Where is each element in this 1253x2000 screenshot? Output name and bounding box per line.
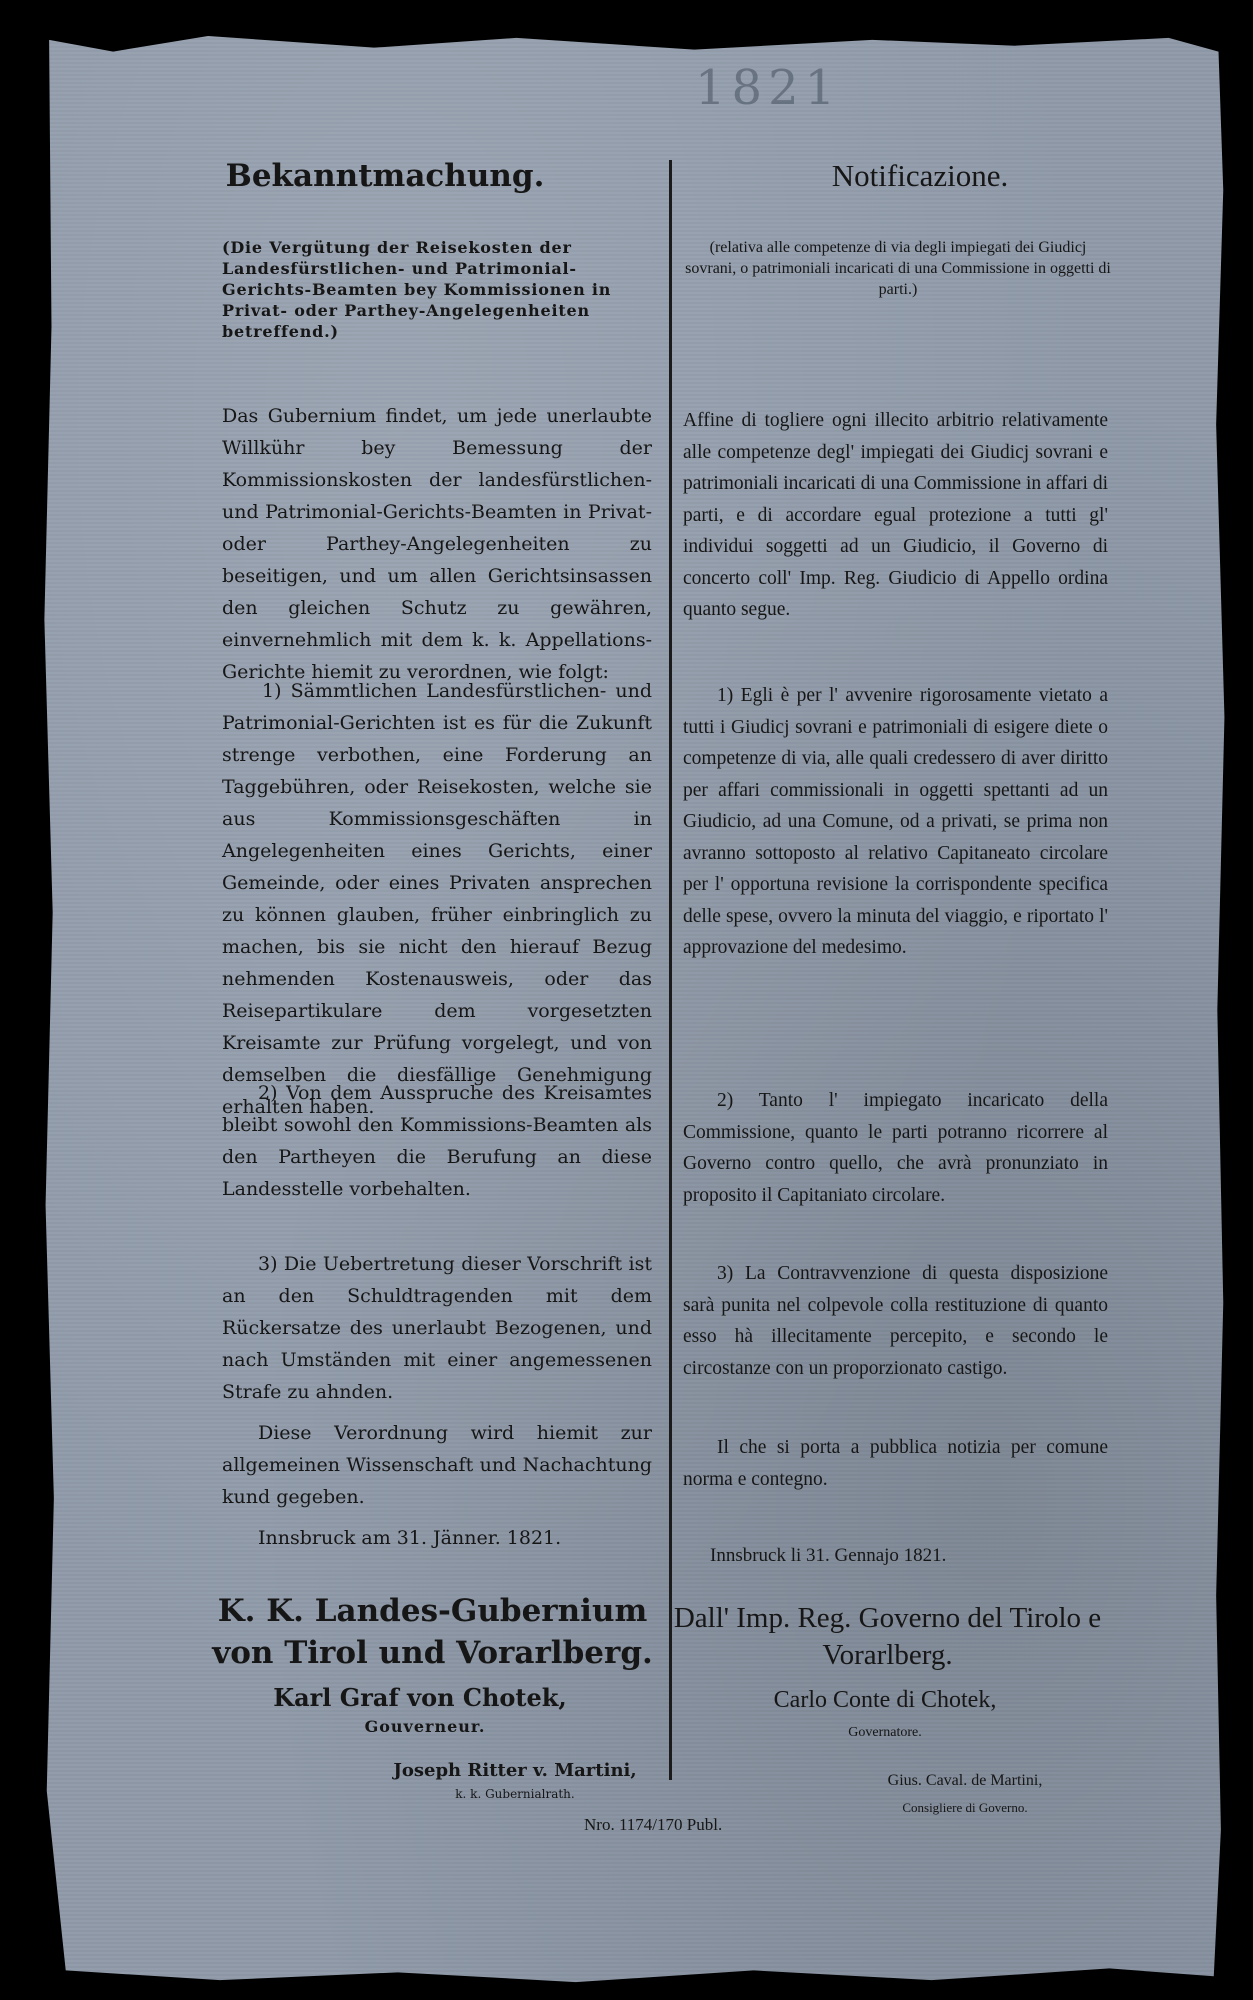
italian-paragraph-2: 2) Tanto l' impiegato incaricato della Commissione, quanto le parti potranno ricorrere al Governo contro quello, che avrà pronunziato in proposito il Capitaniato circolare. — [683, 1090, 1108, 1206]
german-paragraph-2: 2) Von dem Ausspruche des Kreisamtes bleibt sowohl den Kommissions-Beamten als den Partheyen die Berufung an diese Landesstelle vorbehalten. — [222, 1082, 652, 1200]
italian-title: Notificazione. — [831, 158, 1009, 193]
publication-number: Nro. 1174/170 Publ. — [584, 1815, 723, 1834]
german-date: Innsbruck am 31. Jänner. 1821. — [258, 1527, 562, 1549]
german-authority: K. K. Landes-Gubernium von Tirol und Vorarlberg. — [212, 1593, 653, 1671]
italian-cosigner-title: Consigliere di Governo. — [902, 1800, 1028, 1815]
german-closing: Diese Verordnung wird hiemit zur allgemeinen Wissenschaft und Nachachtung kund gegeben. — [222, 1422, 652, 1508]
column-divider — [669, 160, 672, 1780]
handwritten-year: 1821 — [695, 60, 842, 116]
german-paragraph-1: 1) Sämmtlichen Landesfürstlichen- und Patrimonial-Gerichten ist es für die Zukunft strenge verbothen, eine Forderung an Taggebühren, oder Reisekosten, welche sie aus Kommissionsgeschäften in Angelegenheiten eines Gerichts, einer Gemeinde, oder eines Privaten ansprechen zu können glauben, früher einbringlich zu machen, bis sie nicht den hierauf Bezug nehmenden Kostenausweis, oder das Reisepartikulare dem vorgesetzten Kreisamte zur Prüfung vorgelegt, und von demselben die diesfällige Genehmigung erhalten haben. — [222, 680, 652, 1118]
italian-closing: Il che si porta a pubblica notizia per comune norma e contegno. — [683, 1437, 1108, 1490]
italian-authority: Dall' Imp. Reg. Governo del Tirolo e Vorarlberg. — [673, 1602, 1102, 1671]
italian-date: Innsbruck li 31. Gennajo 1821. — [710, 1545, 947, 1566]
german-cosigner-title: k. k. Gubernialrath. — [455, 1787, 575, 1801]
german-paragraph-3: 3) Die Uebertretung dieser Vorschrift ist an den Schuldtragenden mit dem Rückersatze des unerlaubt Bezogenen, und nach Umständen mit einer angemessenen Strafe zu ahnden. — [222, 1253, 652, 1403]
german-signer: Karl Graf von Chotek, — [273, 1683, 567, 1712]
german-intro: Das Gubernium findet, um jede unerlaubte Willkühr bey Bemessung der Kommissionskosten der landesfürstlichen- und Patrimonial-Gerichts-Beamten in Privat- oder Parthey-Angelegenheiten zu beseitigen, und um allen Gerichtsinsassen den gleichen Schutz zu gewähren, einvernehmlich mit dem k. k. Appellations-Gerichte hiemit zu verordnen, wie folgt: — [222, 405, 652, 683]
italian-paragraph-1: 1) Egli è per l' avvenire rigorosamente vietato a tutti i Giudicj sovrani e patrimoniali di esigere diete o competenze di via, alle quali credessero di aver diritto per affari commissionali in oggetti spettanti ad un Giudicio, ad una Comune, od a privati, se prima non avranno sottoposto al relativo Capitaneato circolare per l' opportuna revisione la corrispondente specifica delle spese, ovvero la minuta del viaggio, e riportato l' approvazione del medesimo. — [683, 685, 1108, 958]
german-subtitle: (Die Vergütung der Reisekosten der Landesfürstlichen- und Patrimonial-Gerichts-Beamten bey Kommissionen in Privat- oder Parthey-Angelegenheiten betreffend.) — [222, 238, 612, 341]
german-cosigner: Joseph Ritter v. Martini, — [393, 1760, 637, 1781]
german-title: Bekanntmachung. — [225, 158, 545, 194]
german-signer-title: Gouverneur. — [364, 1717, 486, 1736]
italian-cosigner: Gius. Caval. de Martini, — [887, 1772, 1043, 1789]
italian-signer: Carlo Conte di Chotek, — [773, 1687, 997, 1713]
italian-intro: Affine di togliere ogni illecito arbitrio relativamente alle competenze degl' impiegati dei Giudicj sovrani e patrimoniali incaricati di una Commissione in affari di parti, e di accordare egual protezione a tutti gl' individui soggetti ad un Giudicio, il Governo di concerto coll' Imp. Reg. Giudicio di Appello ordina quanto segue. — [683, 410, 1108, 620]
italian-subtitle: (relativa alle competenze di via degli impiegati dei Giudicj sovrani, o patrimoniali incaricati di una Commissione in oggetti di parti.) — [685, 239, 1111, 298]
italian-signer-title: Governatore. — [848, 1725, 922, 1740]
italian-paragraph-3: 3) La Contravvenzione di questa disposizione sarà punita nel colpevole colla restituzione di quanto esso hà illecitamente percepito, e secondo le circostanze con un proporzionato castigo. — [683, 1263, 1108, 1379]
